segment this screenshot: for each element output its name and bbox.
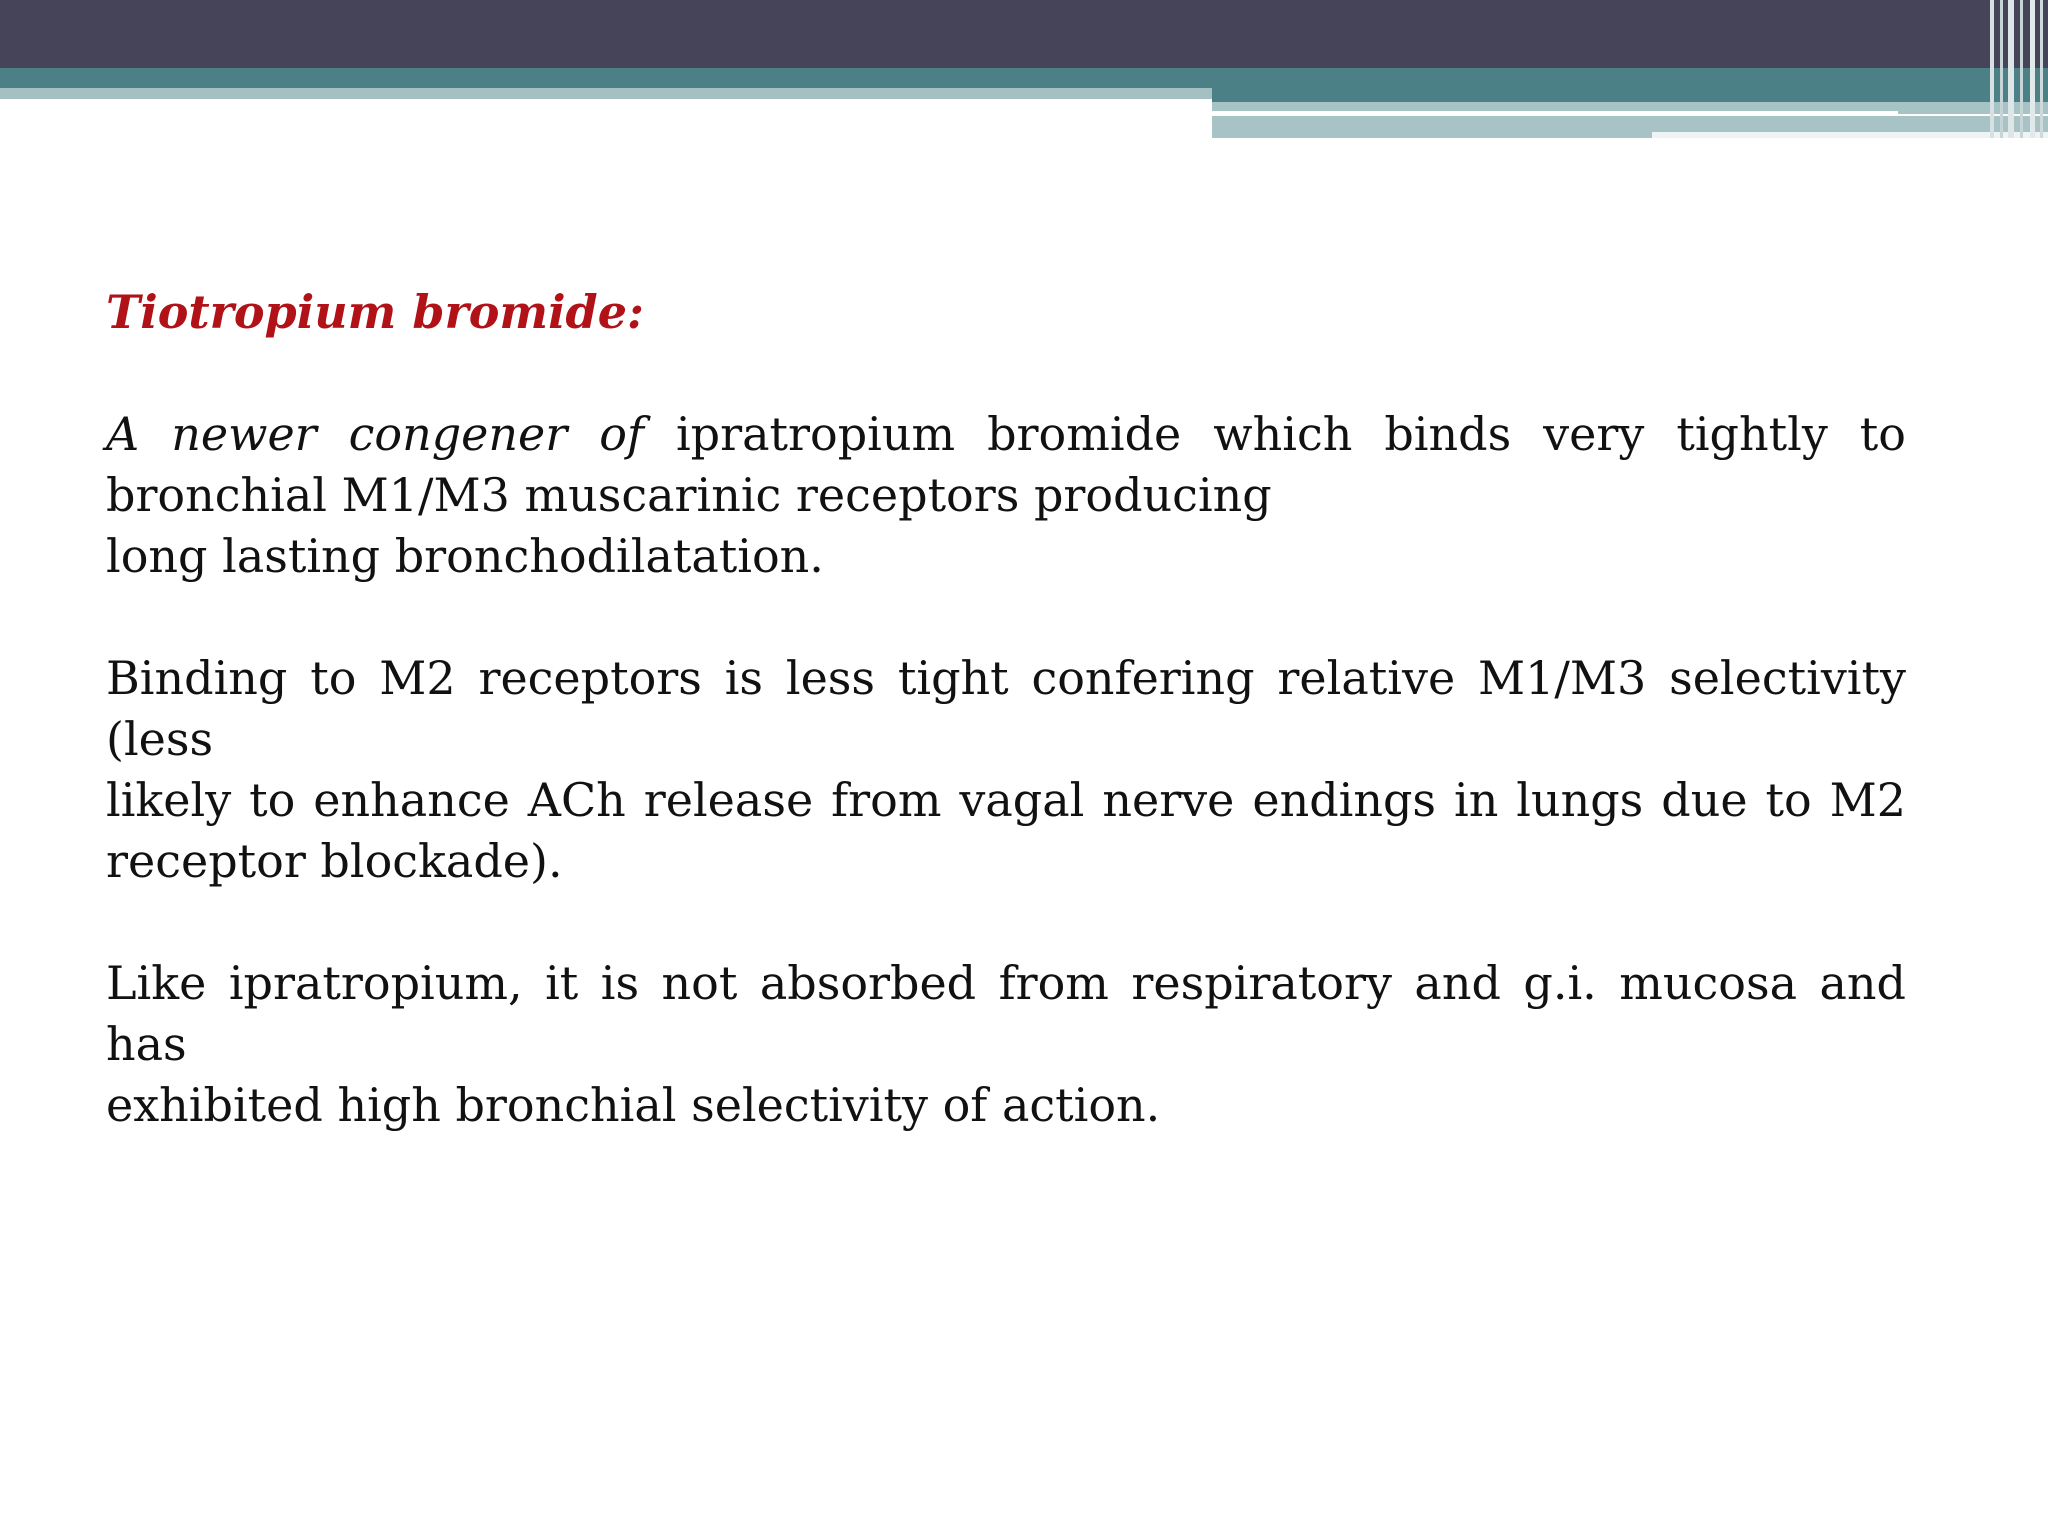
header-dark-band	[0, 0, 2048, 68]
header-stripe	[2000, 0, 2003, 138]
line-text: ipratropium bromide which binds very tightly to	[643, 407, 1906, 461]
header-light-band-right-lower	[1212, 116, 2048, 132]
paragraph-line: long lasting bronchodilatation.	[106, 529, 824, 583]
paragraph-line: receptor blockade).	[106, 834, 563, 888]
paragraph-line: Binding to M2 receptors is less tight confering relative M1/M3 selectivity (less	[106, 651, 1906, 766]
header-stripe	[2020, 0, 2023, 138]
header-stripe	[2008, 0, 2014, 138]
header-stripe	[1990, 0, 1994, 138]
italic-lead-text: A newer congener of	[106, 407, 644, 461]
paragraph-absorption	[106, 953, 1906, 1136]
header-light-band	[0, 88, 1212, 99]
slide-heading: Tiotropium bromide:	[106, 285, 644, 339]
paragraph-line: exhibited high bronchial selectivity of action.	[106, 1078, 1161, 1132]
slide-content	[106, 282, 1906, 1197]
header-white-rule-bottom	[1652, 132, 2048, 138]
header-teal-band-right	[1212, 68, 2048, 102]
header-stripe	[2040, 0, 2043, 138]
header-teal-band	[0, 68, 1212, 88]
paragraph-selectivity	[106, 648, 1906, 892]
paragraph-line: Like ipratropium, it is not absorbed from respiratory and g.i. mucosa and has	[106, 956, 1906, 1071]
header-light-band-right-bottom	[1212, 132, 1652, 138]
paragraph-line: bronchial M1/M3 muscarinic receptors producing	[106, 468, 1272, 522]
paragraph-line	[106, 404, 1906, 465]
header-stripe	[2030, 0, 2035, 138]
paragraph-mechanism	[106, 404, 1906, 587]
paragraph-line: likely to enhance ACh release from vagal nerve endings in lungs due to M2	[106, 773, 1906, 827]
